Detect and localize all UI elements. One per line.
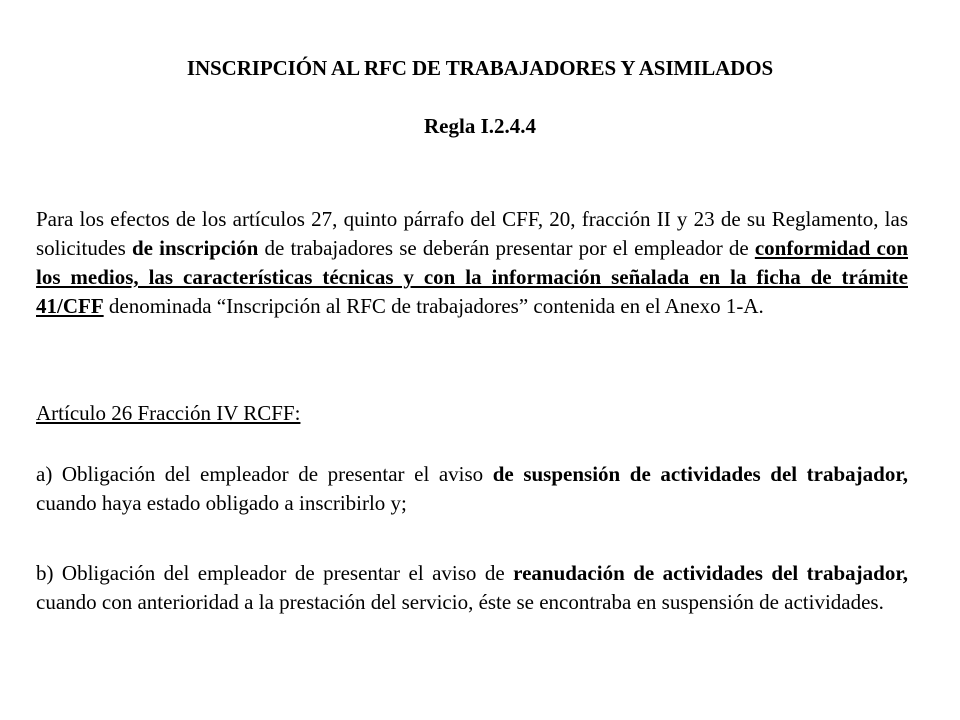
item-a-bold-text: de suspensión de actividades del trabajador, <box>492 462 908 486</box>
paragraph-bold-text: de inscripción <box>131 236 259 260</box>
item-a-text: a) Obligación del empleador de presentar el aviso <box>36 462 493 486</box>
article-heading-text: Artículo 26 Fracción IV RCFF: <box>36 401 301 425</box>
paragraph-text: denominada “Inscripción al RFC de trabajadores” contenida en el Anexo 1-A. <box>103 294 764 318</box>
item-a-text: cuando haya estado obligado a inscribirlo y; <box>36 491 407 515</box>
paragraph-bold-underlined-text: conformidad con los medios, las características técnicas y con la información señalada en la ficha de trámite 41/CFF <box>36 236 909 318</box>
item-b-text: cuando con anterioridad a la prestación del servicio, éste se encontraba en suspensión de actividades. <box>36 590 884 614</box>
item-a-paragraph <box>36 460 908 518</box>
paragraph-text: Para los efectos de los artículos 27, quinto párrafo del CFF, 20, fracción II y 23 de su Reglamento, las solicitudes <box>36 207 908 260</box>
item-b-paragraph <box>36 559 908 617</box>
document-title: INSCRIPCIÓN AL RFC DE TRABAJADORES Y ASIMILADOS <box>186 56 774 80</box>
intro-paragraph <box>36 205 908 321</box>
paragraph-text: de trabajadores se deberán presentar por el empleador de <box>258 236 755 260</box>
rule-subtitle: Regla I.2.4.4 <box>424 114 536 138</box>
article-heading <box>36 399 908 428</box>
item-b-text: b) Obligación del empleador de presentar el aviso de <box>36 561 514 585</box>
item-b-bold-text: reanudación de actividades del trabajador, <box>513 561 908 585</box>
